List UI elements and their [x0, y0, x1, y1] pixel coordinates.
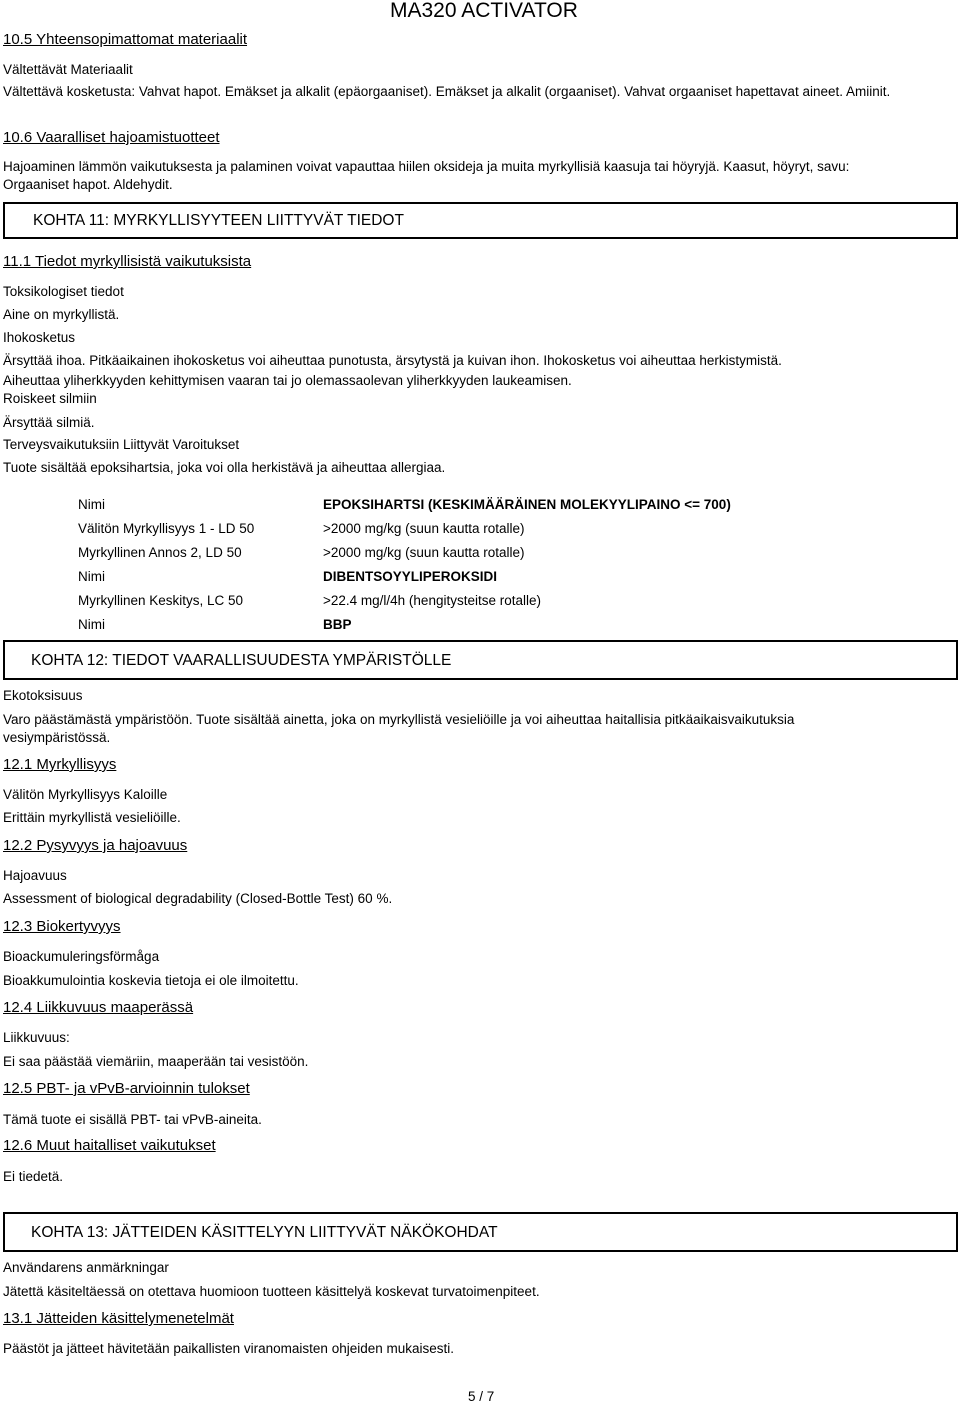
- field-label: Vältettävät Materiaalit: [3, 62, 133, 77]
- body-text: Ärsyttää ihoa. Pitkäaikainen ihokosketus voi aiheuttaa punotusta, ärsytystä ja kuivan ihon. Ihokosketus voi aiheuttaa herkistymistä.: [3, 353, 782, 368]
- field-label: Ihokosketus: [3, 330, 76, 345]
- field-label: Roiskeet silmiin: [3, 391, 97, 406]
- row-value: EPOKSIHARTSI (KESKIMÄÄRÄINEN MOLEKYYLIPAINO <= 700): [323, 497, 731, 512]
- row-value: >2000 mg/kg (suun kautta rotalle): [323, 521, 525, 536]
- row-label: Nimi: [78, 497, 105, 512]
- section-heading-12-1: 12.1 Myrkyllisyys: [3, 756, 117, 773]
- section-title-box-12: [3, 640, 958, 680]
- section-heading-12-5: 12.5 PBT- ja vPvB-arvioinnin tulokset: [3, 1080, 250, 1097]
- row-label: Myrkyllinen Annos 2, LD 50: [78, 545, 242, 560]
- section-heading-10-5: 10.5 Yhteensopimattomat materiaalit: [3, 31, 248, 48]
- section-heading-12-3: 12.3 Biokertyvyys: [3, 918, 121, 935]
- body-text: Ärsyttää silmiä.: [3, 415, 95, 430]
- section-heading-12-6: 12.6 Muut haitalliset vaikutukset: [3, 1137, 216, 1154]
- body-text: Bioakkumulointia koskevia tietoja ei ole ilmoitettu.: [3, 973, 299, 988]
- row-value: >2000 mg/kg (suun kautta rotalle): [323, 545, 525, 560]
- body-text: Vältettävä kosketusta: Vahvat hapot. Emäkset ja alkalit (epäorgaaniset). Emäkset ja alkalit (orgaaniset). Vahvat orgaaniset hapettavat aineet. Amiinit.: [3, 84, 891, 99]
- field-label: Användarens anmärkningar: [3, 1260, 169, 1275]
- body-text: Assessment of biological degradability (Closed-Bottle Test) 60 %.: [3, 891, 393, 906]
- section-heading-12-2: 12.2 Pysyvyys ja hajoavuus: [3, 837, 188, 854]
- body-text: Aine on myrkyllistä.: [3, 307, 120, 322]
- section-title-box-13: [3, 1212, 958, 1252]
- body-text: Hajoaminen lämmön vaikutuksesta ja palaminen voivat vapauttaa hiilen oksideja ja muita myrkyllisiä kaasuja tai höyryjä. Kaasut, höyryt, savu: Orgaaniset hapot. Aldehydit.: [3, 159, 850, 192]
- body-text: Varo päästämästä ympäristöön. Tuote sisältää ainetta, joka on myrkyllistä vesieliöille ja voi aiheuttaa haitallisia pitkäaikaisvaikutuksia vesiympäristössä.: [3, 712, 795, 745]
- document-title: MA320 ACTIVATOR: [390, 0, 578, 22]
- field-label: Hajoavuus: [3, 868, 67, 883]
- row-value: >22.4 mg/l/4h (hengitysteitse rotalle): [323, 593, 541, 608]
- field-label: Välitön Myrkyllisyys Kaloille: [3, 787, 168, 802]
- body-text: Aiheuttaa yliherkkyyden kehittymisen vaaran tai jo olemassaolevan yliherkkyyden laukeamisen.: [3, 373, 572, 388]
- row-label: Nimi: [78, 569, 105, 584]
- section-title: KOHTA 13: JÄTTEIDEN KÄSITTELYYN LIITTYVÄT NÄKÖKOHDAT: [31, 1224, 498, 1241]
- section-title: KOHTA 12: TIEDOT VAARALLISUUDESTA YMPÄRISTÖLLE: [31, 652, 452, 669]
- row-label: Välitön Myrkyllisyys 1 - LD 50: [78, 521, 255, 536]
- field-label: Toksikologiset tiedot: [3, 284, 124, 299]
- body-text: Ei saa päästää viemäriin, maaperään tai vesistöön.: [3, 1054, 309, 1069]
- section-heading-10-6: 10.6 Vaaralliset hajoamistuotteet: [3, 129, 220, 146]
- page-number: 5 / 7: [468, 1389, 495, 1404]
- field-label: Ekotoksisuus: [3, 688, 83, 703]
- section-heading-11-1: 11.1 Tiedot myrkyllisistä vaikutuksista: [3, 253, 252, 270]
- row-label: Nimi: [78, 617, 105, 632]
- section-title: KOHTA 11: MYRKYLLISYYTEEN LIITTYVÄT TIEDOT: [33, 212, 404, 229]
- row-label: Myrkyllinen Keskitys, LC 50: [78, 593, 244, 608]
- field-label: Bioackumuleringsförmåga: [3, 949, 160, 964]
- section-heading-13-1: 13.1 Jätteiden käsittelymenetelmät: [3, 1310, 234, 1327]
- field-label: Liikkuvuus:: [3, 1030, 70, 1045]
- field-label: Terveysvaikutuksiin Liittyvät Varoitukset: [3, 437, 240, 452]
- section-title-box-11: [3, 202, 958, 239]
- body-text: Päästöt ja jätteet hävitetään paikallisten viranomaisten ohjeiden mukaisesti.: [3, 1341, 455, 1356]
- body-text: Jätettä käsiteltäessä on otettava huomioon tuotteen käsittelyä koskevat turvatoimenpiteet.: [3, 1284, 540, 1299]
- row-value: BBP: [323, 617, 352, 632]
- section-heading-12-4: 12.4 Liikkuvuus maaperässä: [3, 999, 194, 1016]
- body-text: Tämä tuote ei sisällä PBT- tai vPvB-aineita.: [3, 1112, 262, 1127]
- body-text: Ei tiedetä.: [3, 1169, 64, 1184]
- row-value: DIBENTSOYYLIPEROKSIDI: [323, 569, 498, 584]
- body-text: Erittäin myrkyllistä vesieliöille.: [3, 810, 181, 825]
- body-text: Tuote sisältää epoksihartsia, joka voi olla herkistävä ja aiheuttaa allergiaa.: [3, 460, 446, 475]
